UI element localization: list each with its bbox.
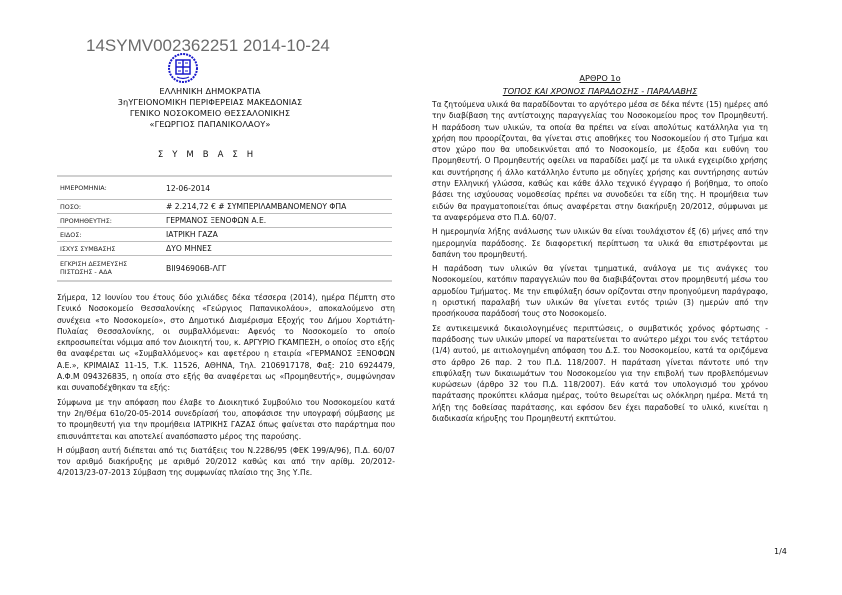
field-label: ΠΡΟΜΗΘΕΥΤΗΣ: xyxy=(57,214,163,228)
field-label: ΙΣΧΥΣ ΣΥΜΒΑΣΗΣ xyxy=(57,242,163,256)
table-row xyxy=(57,242,392,256)
document-title: ΣΥΜΒΑΣΗ xyxy=(157,150,263,160)
field-value: ΓΕΡΜΑΝΟΣ ΞΕΝΟΦΩΝ Α.Ε. xyxy=(163,214,392,228)
paragraph: Η ημερομηνία λήξης ανάλωσης των υλικών θα είναι τουλάχιστον έξ (6) μήνες από την ημερομηνία παράδοσης. Σε διαφορετική περίπτωση τα υλικά θα επιστρέφονται με δαπάνη του προμηθευτή. xyxy=(432,227,768,259)
header-line: 3ηΥΓΕΙΟΝΟΜΙΚΗ ΠΕΡΙΦΕΡΕΙΑΣ ΜΑΚΕΔΟΝΙΑΣ xyxy=(117,97,303,107)
greek-emblem-seal-icon xyxy=(167,52,199,84)
table-row xyxy=(57,214,392,228)
paragraph: Σε αντικειμενικά δικαιολογημένες περιπτώσεις, ο συμβατικός χρόνος φόρτωσης - παράδοσης των υλικών μπορεί να παρατείνεται το ανώτερο μέχρι του ενός τετάρτου (1/4) αυτού, με αιτιολογημένη απόφαση του Δ.Σ. του Νοσοκομείου, κατά τα οριζόμενα στο άρθρο 26 παρ. 2 του Π.Δ. 118/2007. Η παράταση γίνεται πάντοτε υπό την επιφύλαξη των δικαιωμάτων του Νοσοκομείου για την επιβολή των προβλεπόμενων κυρώσεων (άρθρο 32 του Π.Δ. 118/2007). Εάν κατά τον υπολογισμό του χρόνου παράτασης προκύπτει κλάσμα ημέρας, τούτο θεωρείται ως ολόκληρη ημέρα. Μετά τη λήξη της δοθείσας παράτασης, και εφόσον δεν έχει παραδοθεί το υλικό, κινείται η διαδικασία κήρυξης του Προμηθευτή εκπτώτου. xyxy=(432,323,768,424)
field-value: 12-06-2014 xyxy=(163,176,392,200)
left-column-text xyxy=(57,292,395,482)
table-row xyxy=(57,228,392,242)
field-label: ΗΜΕΡΟΜΗΝΙΑ: xyxy=(57,176,163,200)
right-column-text xyxy=(432,99,768,427)
paragraph: Σήμερα, 12 Ιουνίου του έτους δύο χιλιάδες δέκα τέσσερα (2014), ημέρα Πέμπτη στο Γενικό Νοσοκομείο Θεσσαλονίκης «Γεώργιος Παπανικολάου», αποκαλούμενο στη συνέχεια «το Νοσοκομείο», στο Δημοτικό Διαμέρισμα Εξοχής του Δήμου Χορτιάτη-Πυλαίας Θεσσαλονίκης, οι συμβαλλόμεναι: Αφενός το Νοσοκομείο το οποίο εκπροσωπείται νόμιμα από τον Διοικητή του, κ. ΑΡΓΥΡΙΟ ΓΚΑΜΠΕΣΗ, ο οποίος στο εξής θα αναφέρεται ως «Συμβαλλόμενος» και αφετέρου η εταιρία «ΓΕΡΜΑΝΟΣ ΞΕΝΟΦΩΝ Α.Ε.», ΚΡΙΜΑΙΑΣ 11-15, Τ.Κ. 11526, ΑΘΗΝΑ, Τηλ. 2106917178, Φαξ: 210 6924479, Α.Φ.Μ 094326835, η οποία στο εξής θα αναφέρεται ως «Προμηθευτής», συμφώνησαν και συναποδέχθηκαν τα εξής: xyxy=(57,293,395,393)
field-label: ΕΓΚΡΙΣΗ ΔΕΣΜΕΥΣΗΣ ΠΙΣΤΩΣΗΣ - ΑΔΑ xyxy=(57,256,163,282)
paragraph: Η παράδοση των υλικών θα γίνεται τμηματικά, ανάλογα με τις ανάγκες του Νοσοκομείου, κατόπιν παραγγελιών που θα διαβιβάζονται στον προμηθευτή μέσω του αρμοδίου Τμήματος. Με την επιφύλαξη όσων ορίζονται στην προηγούμενη παράγραφο, η οριστική παραλαβή των υλικών θα γίνεται εντός τριών (3) ημερών από την προσήκουσα παράδοσή τους στο Νοσοκομείο. xyxy=(432,264,768,319)
paragraph: Η σύμβαση αυτή διέπεται από τις διατάξεις του Ν.2286/95 (ΦΕΚ 199/Α/96), Π.Δ. 60/07 τον αριθμό διακήρυξης με αριθμό 20/2012 καθώς και από την αρίθμ. 20/2012-4/2013/23-07-2013 Σύμβαση της συμφωνίας πλαίσιο της 3ης Υ.Πε. xyxy=(57,445,395,478)
contract-info-table xyxy=(57,175,392,282)
page-number: 1/4 xyxy=(774,547,787,556)
field-label: ΕΙΔΟΣ: xyxy=(57,228,163,242)
header-line: ΓΕΝΙΚΟ ΝΟΣΟΚΟΜΕΙΟ ΘΕΣΣΑΛΟΝΙΚΗΣ xyxy=(129,108,291,118)
table-row xyxy=(57,200,392,214)
article-number: ΑΡΘΡΟ 1ο xyxy=(579,73,621,83)
institution-header xyxy=(60,86,360,130)
field-value: ΔΥΟ ΜΗΝΕΣ xyxy=(163,242,392,256)
table-row xyxy=(57,176,392,200)
table-row xyxy=(57,256,392,282)
field-value: ΒΙΙ946906Β-ΛΓΓ xyxy=(163,256,392,282)
header-line: «ΓΕΩΡΓΙΟΣ ΠΑΠΑΝΙΚΟΛΑΟΥ» xyxy=(149,119,271,129)
article-title: ΤΟΠΟΣ ΚΑΙ ΧΡΟΝΟΣ ΠΑΡΑΔΟΣΗΣ - ΠΑΡΑΛΑΒΗΣ xyxy=(502,85,698,96)
header-line: ΕΛΛΗΝΙΚΗ ΔΗΜΟΚΡΑΤΙΑ xyxy=(159,86,261,96)
article-heading xyxy=(432,72,768,97)
paragraph: Τα ζητούμενα υλικά θα παραδίδονται το αργότερο μέσα σε δέκα πέντε (15) ημέρες από την διαβίβαση της αντίστοιχης παραγγελίας του Νοσοκομείου προς τον Προμηθευτή. Η παράδοση των υλικών, τα οποία θα πρέπει να είναι απολύτως κατάλληλα για τη χρήση που προορίζονται, θα γίνεται στις αποθήκες του Νοσοκομείου ή στο Τμήμα και στον χώρο που θα υποδεικνύεται από το Νοσοκομείο, με έξοδα και ευθύνη του Προμηθευτή. Ο Προμηθευτής οφείλει να παραδίδει μαζί με τα υλικά εγχειρίδιο χρήσης και συντήρησης ή άλλο κατάλληλο έντυπο με οδηγίες χρήσης και συντήρησης αυτών στην Ελληνική γλώσσα, καθώς και κάθε άλλο τεχνικό έγγραφο ή βοήθημα, το οποίο βάσει της ισχύουσας νομοθεσίας πρέπει να συνοδεύει τα είδη της. Η προμήθεια των ειδών θα πραγματοποιείται όπως αναφέρεται στην διακήρυξη 20/2012, σύμφωναι με τα αναφερόμενα στο Π.Δ. 60/07. xyxy=(432,100,768,222)
field-value: # 2.214,72 € # ΣΥΜΠΕΡΙΛΑΜΒΑΝΟΜΕΝΟΥ ΦΠΑ xyxy=(163,200,392,214)
paragraph: Σύμφωνα με την απόφαση που έλαβε το Διοικητικό Συμβούλιο του Νοσοκομείου κατά την 2η/Θέμα 61ο/20-05-2014 συνεδρίασή του, αποφάσισε την υπογραφή σύμβασης με το προμηθευτή για την προμήθεια ΙΑΤΡΙΚΗΣ ΓΑΖΑΣ όπως φαίνεται στο παράρτημα που επισυνάπτεται και αποτελεί αναπόσπαστο μέρος της παρούσης. xyxy=(57,397,395,441)
field-value: ΙΑΤΡΙΚΗ ΓΑΖΑ xyxy=(163,228,392,242)
document-stamp: 14SYMV002362251 2014-10-24 xyxy=(86,36,330,55)
field-label: ΠΟΣΟ: xyxy=(57,200,163,214)
